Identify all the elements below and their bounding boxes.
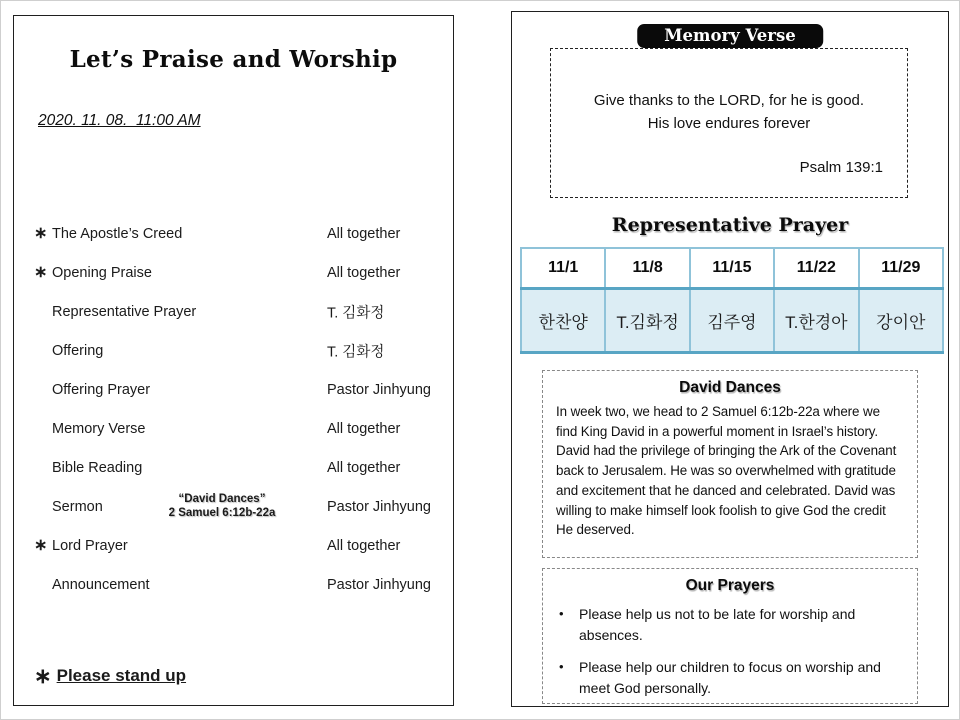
rep-prayer-date-cell: 11/8 [605,248,689,288]
memory-verse-header: Memory Verse [637,24,823,48]
memory-verse-line: Give thanks to the LORD, for he is good. [593,92,865,109]
program-presenter: Pastor Jinhyung [327,498,431,515]
stand-footnote [34,664,186,689]
program-row-sermon [14,487,453,526]
rep-prayer-name-cell: T.김화정 [605,288,689,352]
prayer-item [543,657,917,699]
program-presenter: All together [327,459,401,476]
bullet-icon: • [559,659,564,674]
prayer-item [543,604,917,646]
memory-verse-box [550,48,908,198]
program-row [14,370,453,409]
program-presenter: T. 김화정 [327,344,385,360]
program-row [14,292,453,331]
david-dances-title: David Dances [679,379,781,396]
rep-prayer-date-cell: 11/22 [774,248,858,288]
program-presenter: T. 김화정 [327,305,385,321]
program-presenter: All together [327,420,401,437]
program-row [14,214,453,253]
program-row [14,565,453,604]
stand-asterisk: ∗ [34,224,48,242]
bullet-icon: • [559,606,564,621]
right-page-panel [511,11,949,707]
stand-asterisk: ∗ [34,665,52,688]
sermon-title: “David Dances” [178,492,266,505]
prayer-item-text: Please help our children to focus on worship and meet God personally. [579,659,881,696]
our-prayers-box [542,568,918,704]
program-row [14,409,453,448]
prayer-item-text: Please help us not to be late for worship and absences. [579,606,856,643]
program-item-label: Lord Prayer [52,537,128,554]
stand-footnote-text: Please stand up [56,666,187,685]
our-prayers-list [543,604,917,699]
stand-asterisk: ∗ [34,263,48,281]
program-presenter: Pastor Jinhyung [327,381,431,398]
program-item-label: Bible Reading [52,459,143,476]
david-dances-body: In week two, we head to 2 Samuel 6:12b-22a where we find King David in a powerful moment in Israel’s history. David had the privilege of bringing the Ark of the Covenant back to Jerusalem. He was so overwhelmed with gratitude and excitement that he danced and celebrated. David was willing to make himself look foolish to give God the credit He deserved. [556,404,897,538]
page-title: Let’s Praise and Worship [69,46,398,73]
memory-verse-reference: Psalm 139:1 [799,159,883,176]
program-item-label: The Apostle’s Creed [52,225,183,242]
program-row [14,526,453,565]
program-presenter: All together [327,264,401,281]
program-presenter: Pastor Jinhyung [327,576,431,593]
rep-prayer-date-cell: 11/15 [690,248,774,288]
david-dances-box [542,370,918,558]
memory-verse-line: His love endures forever [647,115,811,132]
program-presenter: All together [327,225,401,242]
sermon-title-note [132,492,312,522]
service-datetime: 2020. 11. 08. 11:00 AM [38,112,201,129]
rep-prayer-name-cell: 한찬양 [521,288,605,352]
rep-prayer-name-cell: T.한경아 [774,288,858,352]
stand-asterisk: ∗ [34,536,48,554]
rep-prayer-dates-row [521,248,943,288]
rep-prayer-title: Representative Prayer [611,214,849,236]
program-item-label: Sermon [52,498,103,515]
program-item-label: Offering Prayer [52,381,151,398]
program-item-label: Memory Verse [52,420,146,437]
our-prayers-title: Our Prayers [685,577,775,594]
program-row [14,448,453,487]
rep-prayer-date-cell: 11/29 [859,248,943,288]
program-row [14,331,453,370]
sermon-scripture-ref: 2 Samuel 6:12b-22a [168,507,276,520]
program-presenter: All together [327,537,401,554]
rep-prayer-date-cell: 11/1 [521,248,605,288]
program-row [14,253,453,292]
program-item-label: Representative Prayer [52,303,197,320]
program-list [14,214,453,604]
program-item-label: Offering [52,342,104,359]
rep-prayer-name-cell: 김주영 [690,288,774,352]
left-page-panel [13,15,454,706]
rep-prayer-name-cell: 강이안 [859,288,943,352]
program-item-label: Opening Praise [52,264,152,281]
program-item-label: Announcement [52,576,150,593]
rep-prayer-table [520,247,944,354]
rep-prayer-names-row [521,288,943,352]
